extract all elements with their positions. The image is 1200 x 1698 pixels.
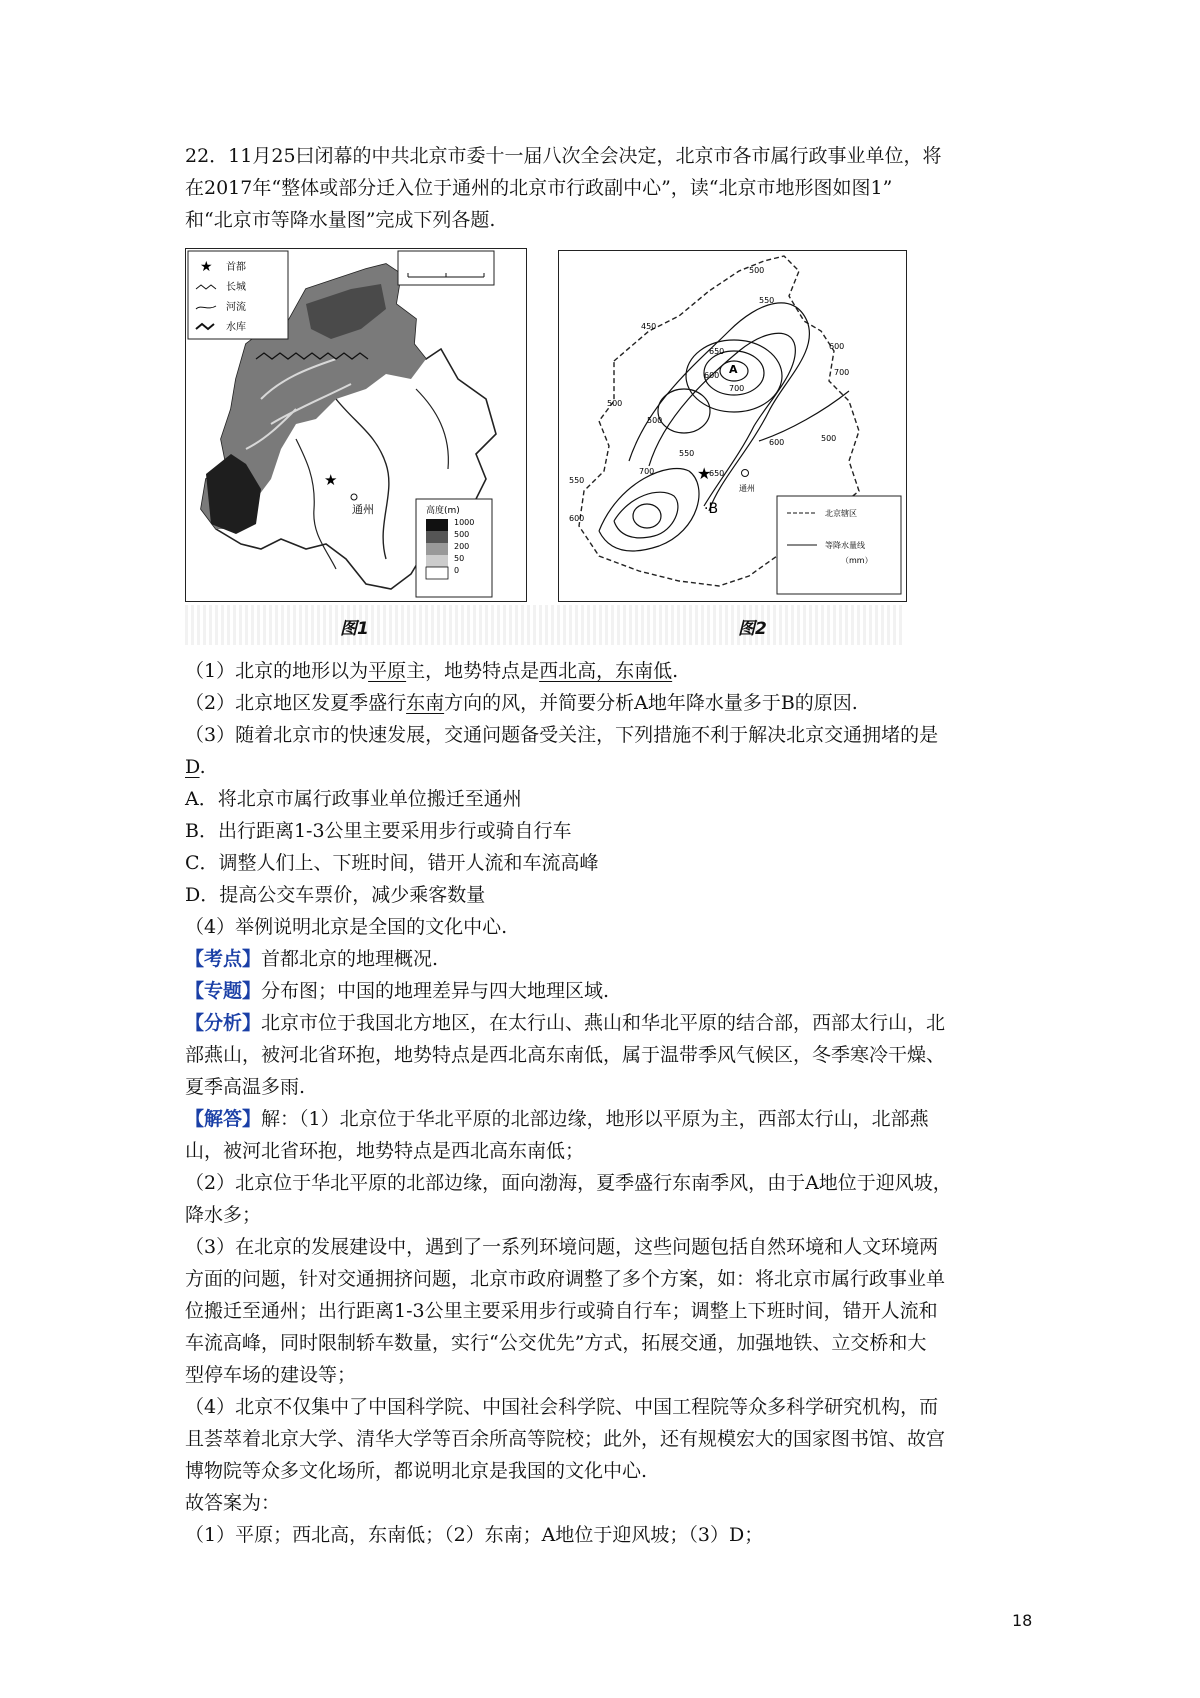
contour-label: 600 bbox=[569, 514, 585, 523]
contour-label: 550 bbox=[759, 296, 775, 305]
page-number: 18 bbox=[1012, 1611, 1033, 1630]
sub3-answer-suffix: . bbox=[199, 756, 206, 778]
isohyet-line bbox=[629, 303, 809, 511]
star-icon: ★ bbox=[200, 259, 213, 275]
point-b-label: ·B bbox=[704, 501, 719, 517]
contour-label: 600 bbox=[704, 371, 720, 380]
isohyet-line bbox=[633, 504, 661, 528]
kaodian-tag: 【考点】 bbox=[185, 948, 262, 970]
sub1-suffix: . bbox=[672, 660, 679, 682]
stem-line: 在2017年“整体或部分迁入位于通州的北京市行政副中心”，读“北京市地形图如图1” bbox=[185, 177, 893, 199]
contour-label: 500 bbox=[821, 434, 837, 443]
fenxi-line: 夏季高温多雨. bbox=[185, 1076, 306, 1098]
jieda-line bbox=[185, 1103, 1030, 1135]
elevation-swatch bbox=[426, 519, 448, 531]
jieda-line: 车流高峰，同时限制轿车数量，实行“公交优先”方式，拓展交通，加强地铁、立交桥和大 bbox=[185, 1332, 927, 1354]
option-a: A．将北京市属行政事业单位搬迁至通州 bbox=[185, 788, 522, 810]
elevation-level: 0 bbox=[454, 566, 460, 575]
legend-unit: （mm） bbox=[841, 556, 873, 565]
elevation-swatch bbox=[426, 531, 448, 543]
fenxi-line bbox=[185, 1007, 1030, 1039]
question-body bbox=[185, 655, 1030, 1551]
stem-line: 22．11月25曰闭幕的中共北京市委十一届八次全会决定，北京市各市属行政事业单位，将 bbox=[185, 145, 942, 167]
sub-question-4: （4）举例说明北京是全国的文化中心. bbox=[185, 916, 508, 938]
conclusion-label: 故答案为： bbox=[185, 1492, 281, 1514]
contour-label: 500 bbox=[647, 416, 663, 425]
caption-background bbox=[185, 605, 905, 645]
elevation-level: 1000 bbox=[454, 518, 475, 527]
sub-question-1 bbox=[185, 655, 1030, 687]
tongzhou-dot bbox=[742, 470, 749, 477]
capital-star-icon: ★ bbox=[324, 471, 338, 489]
isohyet-line bbox=[658, 389, 710, 433]
fenxi-text: 北京市位于我国北方地区，在太行山、燕山和华北平原的结合部，西部太行山，北 bbox=[261, 1012, 946, 1034]
zhuanti-text: 分布图；中国的地理差异与四大地理区域. bbox=[261, 980, 610, 1002]
zhuanti-tag: 【专题】 bbox=[185, 980, 262, 1002]
sub-question-2 bbox=[185, 687, 1030, 719]
fenxi-line: 部燕山，被河北省环抱，地势特点是西北高东南低，属于温带季风气候区，冬季寒冷干燥、 bbox=[185, 1044, 946, 1066]
figure-2-precipitation-map bbox=[558, 250, 907, 602]
isohyet-map-illustration bbox=[559, 251, 906, 601]
contour-label: 550 bbox=[679, 449, 695, 458]
elevation-legend-title: 高度(m) bbox=[426, 506, 460, 516]
sub2-answer: 东南 bbox=[406, 692, 445, 714]
contour-label: 500 bbox=[607, 399, 623, 408]
figure-1-terrain-map bbox=[185, 248, 527, 602]
legend-label: 首都 bbox=[226, 262, 246, 273]
jieda-line: （3）在北京的发展建设中，遇到了一系列环境问题，这些问题包括自然环境和人文环境两 bbox=[185, 1236, 939, 1258]
legend-label: 水库 bbox=[226, 322, 246, 333]
sub-question-3: （3）随着北京市的快速发展，交通问题备受关注，下列措施不利于解决北京交通拥堵的是 bbox=[185, 724, 939, 746]
scale-bar-box bbox=[398, 251, 494, 285]
elevation-swatch bbox=[426, 567, 448, 579]
question-stem bbox=[185, 140, 1030, 236]
isohyet-line bbox=[649, 333, 795, 506]
figure-1-caption: 图1 bbox=[340, 619, 369, 639]
kaodian-section bbox=[185, 943, 1030, 975]
contour-label: 700 bbox=[834, 368, 850, 377]
stem-line: 和“北京市等降水量图”完成下列各题. bbox=[185, 209, 496, 231]
capital-star-icon: ★ bbox=[697, 464, 712, 483]
contour-label: 700 bbox=[729, 384, 745, 393]
option-b: B．出行距离1-3公里主要采用步行或骑自行车 bbox=[185, 820, 572, 842]
sub2-suffix: 方向的风，并简要分析A地年降水量多于B的原因. bbox=[444, 692, 858, 714]
kaodian-text: 首都北京的地理概况. bbox=[261, 948, 439, 970]
isohyet-line bbox=[614, 492, 678, 538]
figures-area bbox=[185, 248, 905, 650]
elevation-level: 50 bbox=[454, 554, 465, 563]
elevation-swatch bbox=[426, 543, 448, 555]
jieda-line: 山，被河北省环抱，地势特点是西北高东南低； bbox=[185, 1140, 585, 1162]
contour-label: 450 bbox=[641, 322, 657, 331]
figure-2-caption: 图2 bbox=[738, 619, 767, 639]
legend-label: 河流 bbox=[226, 302, 246, 313]
sub1-answer-terrain: 平原 bbox=[368, 660, 407, 682]
sub1-prefix: （1）北京的地形以为 bbox=[185, 660, 369, 682]
jieda-line: 博物院等众多文化场所，都说明北京是我国的文化中心. bbox=[185, 1460, 648, 1482]
legend-label: 等降水量线 bbox=[825, 541, 865, 550]
zhuanti-section bbox=[185, 975, 1030, 1007]
contour-label: 700 bbox=[639, 467, 655, 476]
elevation-level: 200 bbox=[454, 542, 470, 551]
point-a-label: A bbox=[729, 363, 738, 376]
contour-label: 650 bbox=[709, 347, 725, 356]
sub1-answer-slope: 西北高，东南低 bbox=[539, 660, 673, 682]
option-d: D．提高公交车票价，减少乘客数量 bbox=[185, 884, 486, 906]
fenxi-tag: 【分析】 bbox=[185, 1012, 262, 1034]
jieda-line: 方面的问题，针对交通拥挤问题，北京市政府调整了多个方案，如：将北京市属行政事业单 bbox=[185, 1268, 946, 1290]
conclusion-answer: （1）平原；西北高，东南低；（2）东南；A地位于迎风坡；（3）D； bbox=[185, 1524, 764, 1546]
elevation-swatch bbox=[426, 555, 448, 567]
terrain-map-illustration bbox=[186, 249, 526, 601]
jieda-line: （2）北京位于华北平原的北部边缘，面向渤海，夏季盛行东南季风，由于A地位于迎风坡， bbox=[185, 1172, 952, 1194]
contour-label: 650 bbox=[709, 469, 725, 478]
sub1-middle: 主，地势特点是 bbox=[406, 660, 540, 682]
contour-label: 600 bbox=[769, 438, 785, 447]
jieda-line: （4）北京不仅集中了中国科学院、中国社会科学院、中国工程院等众多科学研究机构，而 bbox=[185, 1396, 939, 1418]
isohyet-line bbox=[599, 469, 699, 552]
jieda-line: 型停车场的建设等； bbox=[185, 1364, 357, 1386]
jieda-line: 位搬迁至通州；出行距离1-3公里主要采用步行或骑自行车；调整上下班时间，错开人流和 bbox=[185, 1300, 938, 1322]
legend-label: 长城 bbox=[226, 282, 246, 293]
tongzhou-label: 通州 bbox=[352, 503, 374, 516]
contour-label: 600 bbox=[829, 342, 845, 351]
elevation-level: 500 bbox=[454, 530, 470, 539]
sub-question-3-answer bbox=[185, 751, 1030, 783]
sub2-prefix: （2）北京地区发夏季盛行 bbox=[185, 692, 407, 714]
jieda-text: 解：（1）北京位于华北平原的北部边缘，地形以平原为主，西部太行山，北部燕 bbox=[261, 1108, 929, 1130]
sub3-answer: D bbox=[185, 756, 200, 778]
jieda-line: 且荟萃着北京大学、清华大学等百余所高等院校；此外，还有规模宏大的国家图书馆、故宫 bbox=[185, 1428, 946, 1450]
contour-label: 550 bbox=[569, 476, 585, 485]
legend-label: 北京辖区 bbox=[825, 509, 857, 518]
option-c: C．调整人们上、下班时间，错开人流和车流高峰 bbox=[185, 852, 599, 874]
jieda-tag: 【解答】 bbox=[185, 1108, 262, 1130]
tongzhou-label: 通州 bbox=[739, 484, 755, 493]
contour-label: 500 bbox=[749, 266, 765, 275]
jieda-line: 降水多； bbox=[185, 1204, 262, 1226]
